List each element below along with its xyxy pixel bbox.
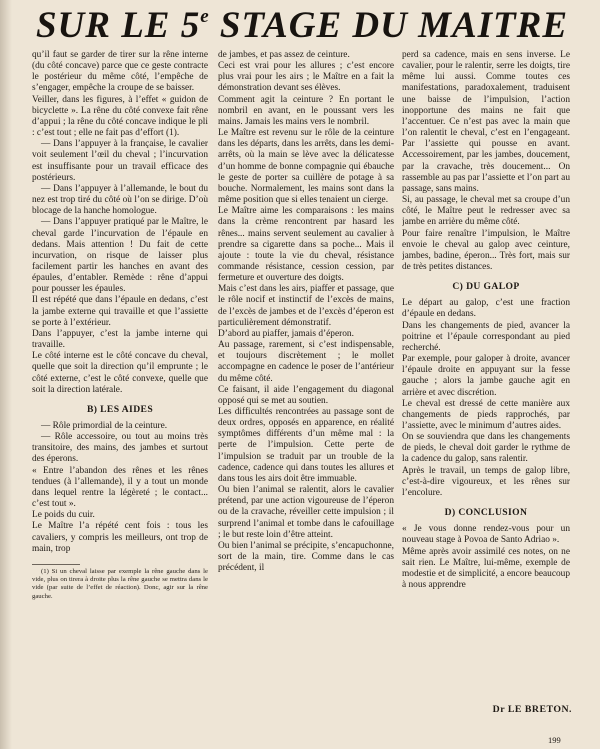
footnote-divider [32, 564, 80, 565]
paragraph: Le Maître est revenu sur le rôle de la ceinture dans les départs, dans les arrêts, dans les demi-arrêts, où la main se lève avec la délicatesse d’un homme de bonne compagnie qui ébauche le geste de porter sa cuillère de potage à sa bouche. Normalement, les mains sont dans la même position que si elles tenaient un cierge. [218, 128, 394, 206]
paragraph: Par exemple, pour galoper à droite, avancer l’épaule droite en appuyant sur la fesse gauche ; alors la jambe gauche agit en arrière et avec discrétion. [402, 354, 570, 398]
paragraph: Le poids du cuir. [32, 510, 95, 521]
column-3 [402, 50, 570, 730]
paragraph: Après le travail, un temps de galop libre, c’est-à-dire vigoureux, et les rênes sur l’encolure. [402, 465, 570, 498]
section-heading-b: B) LES AIDES [86, 403, 154, 415]
column-1 [32, 50, 208, 730]
footnote: (1) Si un cheval laisse par exemple la rêne gauche dans le vide, plus on tirera à droite plus la rêne gauche se mettra dans le vide (par suite de l’effet de réaction). Donc, agir sur la rêne gauche. [32, 567, 208, 600]
paragraph: perd sa cadence, mais en sens inverse. Le cavalier, pour le ralentir, serre les doigts, tire même lui aussi. Comme toutes ces manifestations, paradoxalement, traduisent une baisse de l’impulsion, l’action inopportune des mains ne fait que l’accentuer. Ce n’est pas avec la main que l’on ralentit le cheval, c’est en l’engageant. Par l’assiette qui pousse en avant. Accessoirement, par les jambes, doucement, par la cravache, très doucement... On rassemble au pas par l’assiette et l’on part au passage, sans mains. [402, 50, 570, 194]
paragraph: Ce faisant, il aide l’engagement du diagonal opposé qui se met au soutien. [218, 384, 394, 406]
paragraph: Mais c’est dans les airs, piaffer et passage, que le rôle nocif et instinctif de l’excès de mains, de l’excès de jambes et de l’excès d’éperon est particulièrement démonstratif. [218, 284, 394, 328]
section-heading-c: C) DU GALOP [452, 281, 520, 293]
paragraph: — Dans l’appuyer à la française, le cavalier voit seulement l’œil du cheval ; l’incurvation est insuffisante pour un travail efficace des postérieurs. [32, 139, 208, 183]
page-number: 199 [548, 735, 561, 745]
paragraph: D’abord au piaffer, jamais d’éperon. [218, 328, 354, 339]
paragraph: Le côté interne est le côté concave du cheval, quelle que soit la direction qu’il emprunte ; le côté externe, c’est le côté convexe, quelle que soit la direction latérale. [32, 351, 208, 395]
paragraph: — Dans l’appuyer à l’allemande, le bout du nez est trop tiré du côté où l’on se dirige. D’où blocage de la hanche homologue. [32, 183, 208, 217]
author-signature: Dr LE BRETON. [492, 704, 572, 715]
paragraph: Pour faire renaître l’impulsion, le Maître envoie le cheval au galop avec ceinture, jambes, badine, éperon... Très fort, mais sur de très petites distances. [402, 228, 570, 272]
section-heading-d: D) CONCLUSION [444, 507, 528, 519]
paragraph: qu’il faut se garder de tirer sur la rêne interne (du côté concave) parce que ce geste contracte le postérieur du même côté, l’empêche de s’engager, empêche la croupe de se baisser. [32, 50, 208, 94]
paragraph: — Rôle primordial de la ceinture. [41, 421, 168, 431]
paragraph: Dans les changements de pied, avancer la poitrine et l’épaule correspondant au pied recherché. [402, 320, 570, 353]
paragraph: Comment agit la ceinture ? En portant le nombril en avant, en le poussant vers les mains. Jamais les mains vers le nombril. [218, 94, 394, 127]
paragraph: Au passage, rarement, si c’est indispensable, et toujours discrètement ; le mollet accompagne en cadence le poser de l’antérieur du même côté. [218, 340, 394, 384]
paragraph: Le départ au galop, c’est une fraction d’épaule en dedans. [402, 298, 570, 320]
paragraph: Ceci est vrai pour les allures ; c’est encore plus vrai pour les airs ; le Maître en a fait la démonstration devant ses élèves. [218, 61, 394, 94]
paragraph: — Dans l’appuyer pratiqué par le Maître, le cheval garde l’incurvation de l’épaule en dedans. Mais attention ! Du fait de cette incurvation, on risque de laisser plus facilement partir les hanches en avant des épaules, d’entabler. Remède : rêne d’appui pour pousser les épaules. [32, 217, 208, 295]
title-superscript: e [200, 6, 210, 27]
paragraph: Même après avoir assimilé ces notes, on ne sait rien. Le Maître, lui-même, exemple de modestie et de simplicité, a encore beaucoup à nous apprendre [402, 546, 570, 591]
column-2 [218, 50, 394, 730]
paragraph: Si, au passage, le cheval met sa croupe d’un côté, le Maître peut le redresser avec sa jambe en arrière du même côté. [402, 195, 570, 228]
paragraph: Les difficultés rencontrées au passage sont de deux ordres, opposés en apparence, en réalité symptômes différents d’un même mal : la perte de l’impulsion. Cette perte de l’impulsion se traduit par un trouble de la cadence, cadence qui dans toutes les allures et dans tous les airs doit être immuable. [218, 407, 394, 484]
paragraph: « Je vous donne rendez-vous pour un nouveau stage à Povoa de Santo Adriao ». [402, 524, 570, 546]
paragraph: — Rôle accessoire, ou tout au moins très transitoire, des mains, des jambes et surtout des éperons. [32, 432, 208, 465]
paragraph: On se souviendra que dans les changements de pieds, le cheval doit garder le rythme de la cadence du galop, sans ralentir. [402, 432, 570, 465]
paragraph: Veiller, dans les figures, à l’effet « guidon de bicyclette ». La rêne du côté convexe fait rêne d’appui ; la rêne du côté concave indique le pli : c’est tout ; elle ne fait pas d’effort (1). [32, 94, 208, 139]
paragraph: Ou bien l’animal se précipite, s’encapuchonne, sort de la main, tire. Comme dans le cas précédent, il [218, 540, 394, 574]
title-text-1: SUR LE 5 [35, 5, 201, 46]
paragraph: Le cheval est dressé de cette manière aux changements de pieds rapprochés, par l’assiette, avec le minimum d’autres aides. [402, 398, 570, 431]
title-text-2: STAGE DU MAITRE [209, 5, 569, 46]
paragraph: Le Maître l’a répété cent fois : tous les cavaliers, y compris les meilleurs, ont trop de main, trop [32, 521, 208, 554]
article-title [14, 2, 590, 50]
paragraph: Dans l’appuyer, c’est la jambe interne qui travaille. [32, 328, 208, 351]
paragraph: Il est répété que dans l’épaule en dedans, c’est la jambe externe qui travaille et que l’assiette se porte à l’extérieur. [32, 295, 208, 328]
paragraph: de jambes, et pas assez de ceinture. [218, 50, 350, 60]
binding-shadow [0, 0, 12, 749]
paragraph: Le Maître aime les comparaisons : les mains dans la crème rencontrent par hasard les rênes... mains servent seulement au cavalier à prendre sa cigarette dans sa poche... Mais il ajoute : toute la vie du cheval, résistance commande résistance, cession cession, par fermeture et ouverture des doigts. [218, 206, 394, 284]
paragraph: « Entre l’abandon des rênes et les rênes tendues (à l’allemande), il y a tout un monde dans lequel rentre la légèreté ; le contact... c’est tout ». [32, 465, 208, 510]
paragraph: Ou bien l’animal se ralentit, alors le cavalier prétend, par une action vigoureuse de l’éperon ou de la cravache, réveiller cette impulsion ; il surprend l’animal et tombe dans le cafouillage ; le but reste loin d’être atteint. [218, 485, 394, 540]
